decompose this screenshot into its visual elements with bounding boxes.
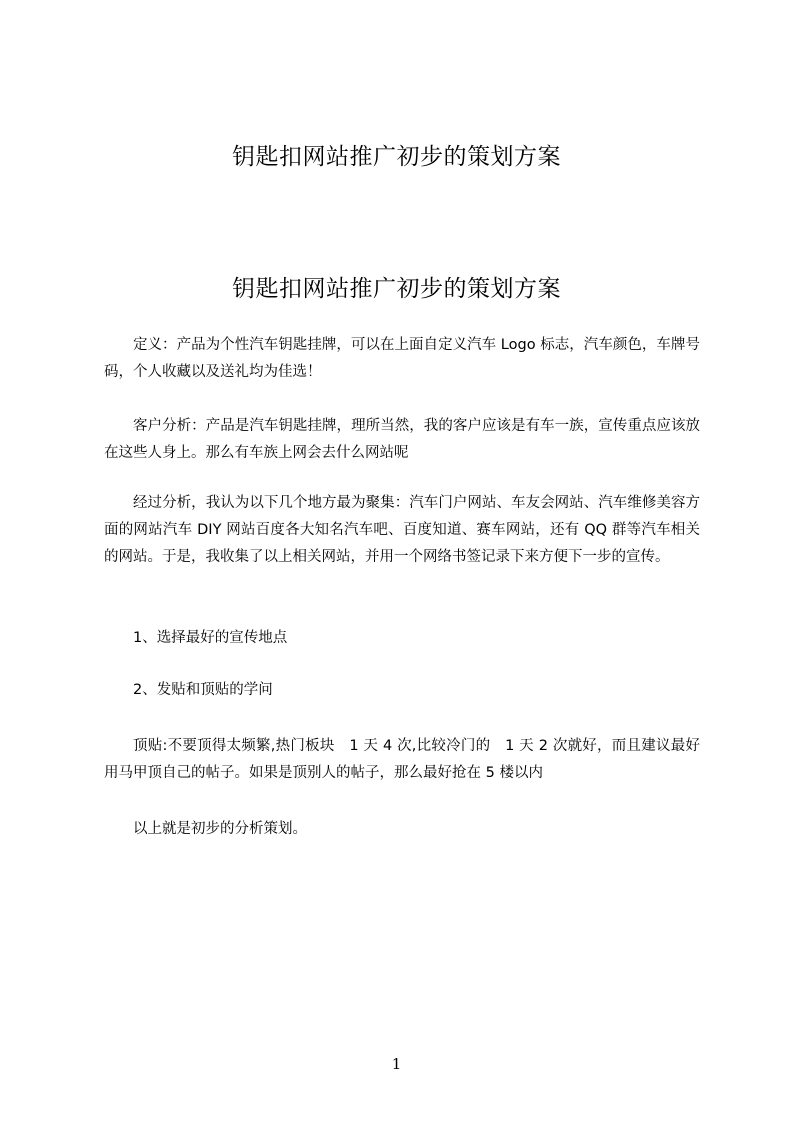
paragraph-bumping: 顶贴:不要顶得太频繁,热门板块 1 天 4 次,比较冷门的 1 天 2 次就好，而且建议最好用马甲顶自己的帖子。如果是顶别人的帖子，那么最好抢在 5 楼以内 [104, 738, 700, 781]
paragraph-customer-analysis: 客户分析：产品是汽车钥匙挂牌，理所当然，我的客户应该是有车一族，宣传重点应该放在这些人身上。那么有车族上网会去什么网站呢 [104, 418, 700, 461]
paragraph-conclusion: 以上就是初步的分析策划。 [133, 821, 307, 837]
paragraph-definition: 定义：产品为个性汽车钥匙挂牌，可以在上面自定义汽车 Logo 标志，汽车颜色，车牌号码，个人收藏以及送礼均为佳选！ [104, 337, 700, 380]
page-number: 1 [391, 1055, 402, 1073]
paragraph-analysis: 经过分析，我认为以下几个地方最为聚集：汽车门户网站、车友会网站、汽车维修美容方面的网站汽车 DIY 网站百度各大知名汽车吧、百度知道、赛车网站，还有 QQ 群等汽车相关的网站。于是，我收集了以上相关网站，并用一个网络书签记录下来方便下一步的宣传。 [104, 495, 700, 565]
list-item-select-location: 1、选择最好的宣传地点 [133, 630, 288, 646]
document-title-top: 钥匙扣网站推广初步的策划方案 [232, 144, 561, 170]
list-item-posting-tips: 2、发贴和顶贴的学问 [133, 682, 273, 698]
document-title-main: 钥匙扣网站推广初步的策划方案 [232, 276, 561, 302]
